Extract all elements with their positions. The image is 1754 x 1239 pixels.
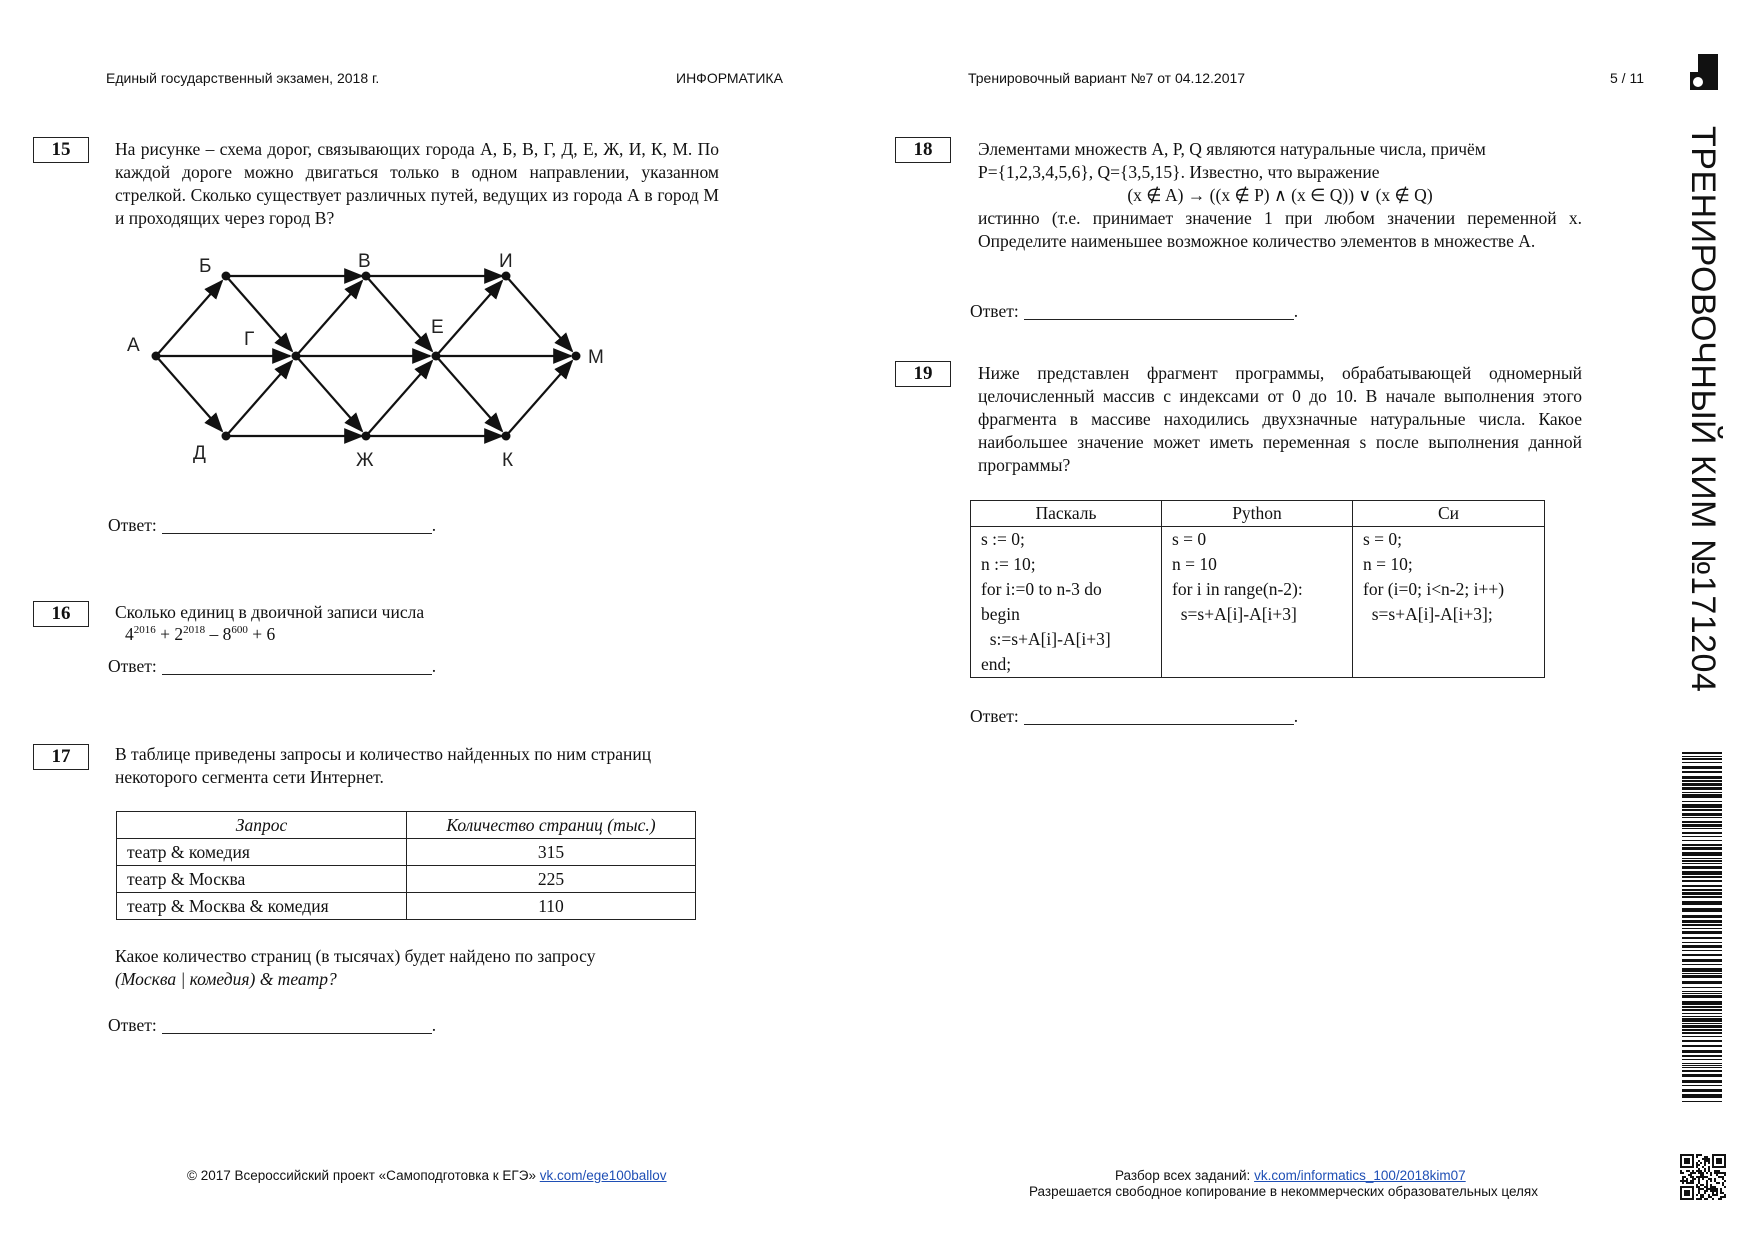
code-header-c: Си: [1353, 501, 1545, 527]
table-cell: театр & Москва: [117, 866, 407, 893]
question-17-question: Какое количество страниц (в тысячах) будет найдено по запросу: [115, 946, 596, 966]
answer-16[interactable]: Ответ: .: [108, 656, 437, 676]
answer-label: Ответ:: [108, 515, 157, 535]
footer-solutions: Разбор всех заданий: vk.com/informatics_100/2018kim07: [1115, 1168, 1466, 1183]
answer-label: Ответ:: [108, 656, 157, 676]
question-19-number: 19: [895, 361, 951, 387]
barcode: [1682, 752, 1722, 1102]
answer-17-line[interactable]: [162, 1016, 432, 1034]
footer-license: Разрешается свободное копирование в некоммерческих образовательных целях: [1029, 1184, 1538, 1199]
node-label-d: Д: [193, 443, 206, 464]
road-graph: [115, 240, 635, 480]
question-18-text: истинно (т.е. принимает значение 1 при любом значении переменной x. Определите наименьшее возможное количество элементов в множестве A.: [978, 208, 1582, 251]
footer-copyright: © 2017 Всероссийский проект «Самоподготовка к ЕГЭ» vk.com/ege100ballov: [187, 1168, 667, 1183]
node-label-g: Г: [244, 329, 255, 350]
footer-solutions-link[interactable]: vk.com/informatics_100/2018kim07: [1254, 1168, 1466, 1183]
question-17-query: (Москва | комедия) & театр?: [115, 969, 337, 989]
code-header-pascal: Паскаль: [971, 501, 1162, 527]
question-17-number: 17: [33, 744, 89, 770]
question-18-line1: Элементами множеств А, P, Q являются натуральные числа, причём: [978, 139, 1486, 159]
exam-logo: [1690, 54, 1718, 90]
node-label-e: Е: [431, 317, 444, 338]
node-label-a: А: [127, 335, 140, 356]
answer-15-line[interactable]: [162, 516, 432, 534]
answer-18[interactable]: Ответ: .: [970, 301, 1299, 321]
question-16-expression: $4^{2016} + 2^{2018} - 8^{600} + 6$: [125, 624, 276, 644]
code-pascal: s := 0; n := 10; for i:=0 to n-3 do begin s:=s+A[i]-A[i+3] end;: [971, 527, 1162, 678]
question-15-number: 15: [33, 137, 89, 163]
code-header-python: Python: [1162, 501, 1353, 527]
table-header-count: Количество страниц (тыс.): [407, 812, 696, 839]
node-label-zh: Ж: [356, 450, 374, 471]
query-table: [116, 811, 696, 920]
table-cell: 225: [407, 866, 696, 893]
table-cell: 315: [407, 839, 696, 866]
code-python: s = 0 n = 10 for i in range(n-2): s=s+A[i]-A[i+3]: [1162, 527, 1353, 678]
side-variant-label: ТРЕНИРОВОЧНЫЙ КИМ №171204: [1684, 126, 1722, 693]
question-16-number: 16: [33, 601, 89, 627]
question-16-text: Сколько единиц в двоичной записи числа: [115, 602, 425, 622]
node-label-b: Б: [199, 256, 212, 277]
table-cell: 110: [407, 893, 696, 920]
node-label-m: М: [588, 347, 604, 368]
table-header-query: Запрос: [117, 812, 407, 839]
answer-19[interactable]: Ответ: .: [970, 706, 1299, 726]
table-row: [117, 893, 696, 920]
node-label-i: И: [499, 251, 513, 272]
answer-label: Ответ:: [970, 301, 1019, 321]
page-number: 5 / 11: [1610, 70, 1644, 86]
answer-18-line[interactable]: [1024, 302, 1294, 320]
question-18-line2: P={1,2,3,4,5,6}, Q={3,5,15}. Известно, что выражение: [978, 162, 1380, 182]
answer-label: Ответ:: [970, 706, 1019, 726]
question-15-text: На рисунке – схема дорог, связывающих города А, Б, В, Г, Д, Е, Ж, И, К, М. По каждой дороге можно двигаться только в одном направлении, указанном стрелкой. Сколько существует различных путей, ведущих из города А в город М и проходящих через город В?: [115, 139, 719, 228]
node-label-k: К: [502, 450, 514, 471]
answer-15[interactable]: Ответ: .: [108, 515, 437, 535]
table-cell: театр & комедия: [117, 839, 407, 866]
question-19-text: Ниже представлен фрагмент программы, обрабатывающей одномерный целочисленный массив с индексами от 0 до 10. В начале выполнения этого фрагмента в массиве находились двухзначные натуральные числа. Какое наибольшее значение может иметь переменная s после выполнения данной программы?: [978, 363, 1582, 475]
code-table: [970, 500, 1545, 678]
header-variant: Тренировочный вариант №7 от 04.12.2017: [968, 70, 1246, 86]
answer-label: Ответ:: [108, 1015, 157, 1035]
node-label-v: В: [358, 251, 371, 272]
footer-project-link[interactable]: vk.com/ege100ballov: [539, 1168, 667, 1183]
question-18-formula: (x ∉ A) → ((x ∉ P) ∧ (x ∈ Q)) ∨ (x ∉ Q): [1127, 185, 1433, 205]
question-17-text: В таблице приведены запросы и количество найденных по ним страниц некоторого сегмента сети Интернет.: [115, 744, 652, 787]
answer-17[interactable]: Ответ: .: [108, 1015, 437, 1035]
code-c: s = 0; n = 10; for (i=0; i<n-2; i++) s=s+A[i]-A[i+3];: [1353, 527, 1545, 678]
question-18-number: 18: [895, 137, 951, 163]
answer-19-line[interactable]: [1024, 707, 1294, 725]
header-exam-title: Единый государственный экзамен, 2018 г.: [106, 70, 380, 86]
header-subject: ИНФОРМАТИКА: [676, 70, 783, 86]
answer-16-line[interactable]: [162, 657, 432, 675]
table-cell: театр & Москва & комедия: [117, 893, 407, 920]
qr-code: [1680, 1154, 1726, 1200]
table-row: [117, 866, 696, 893]
table-row: [117, 839, 696, 866]
